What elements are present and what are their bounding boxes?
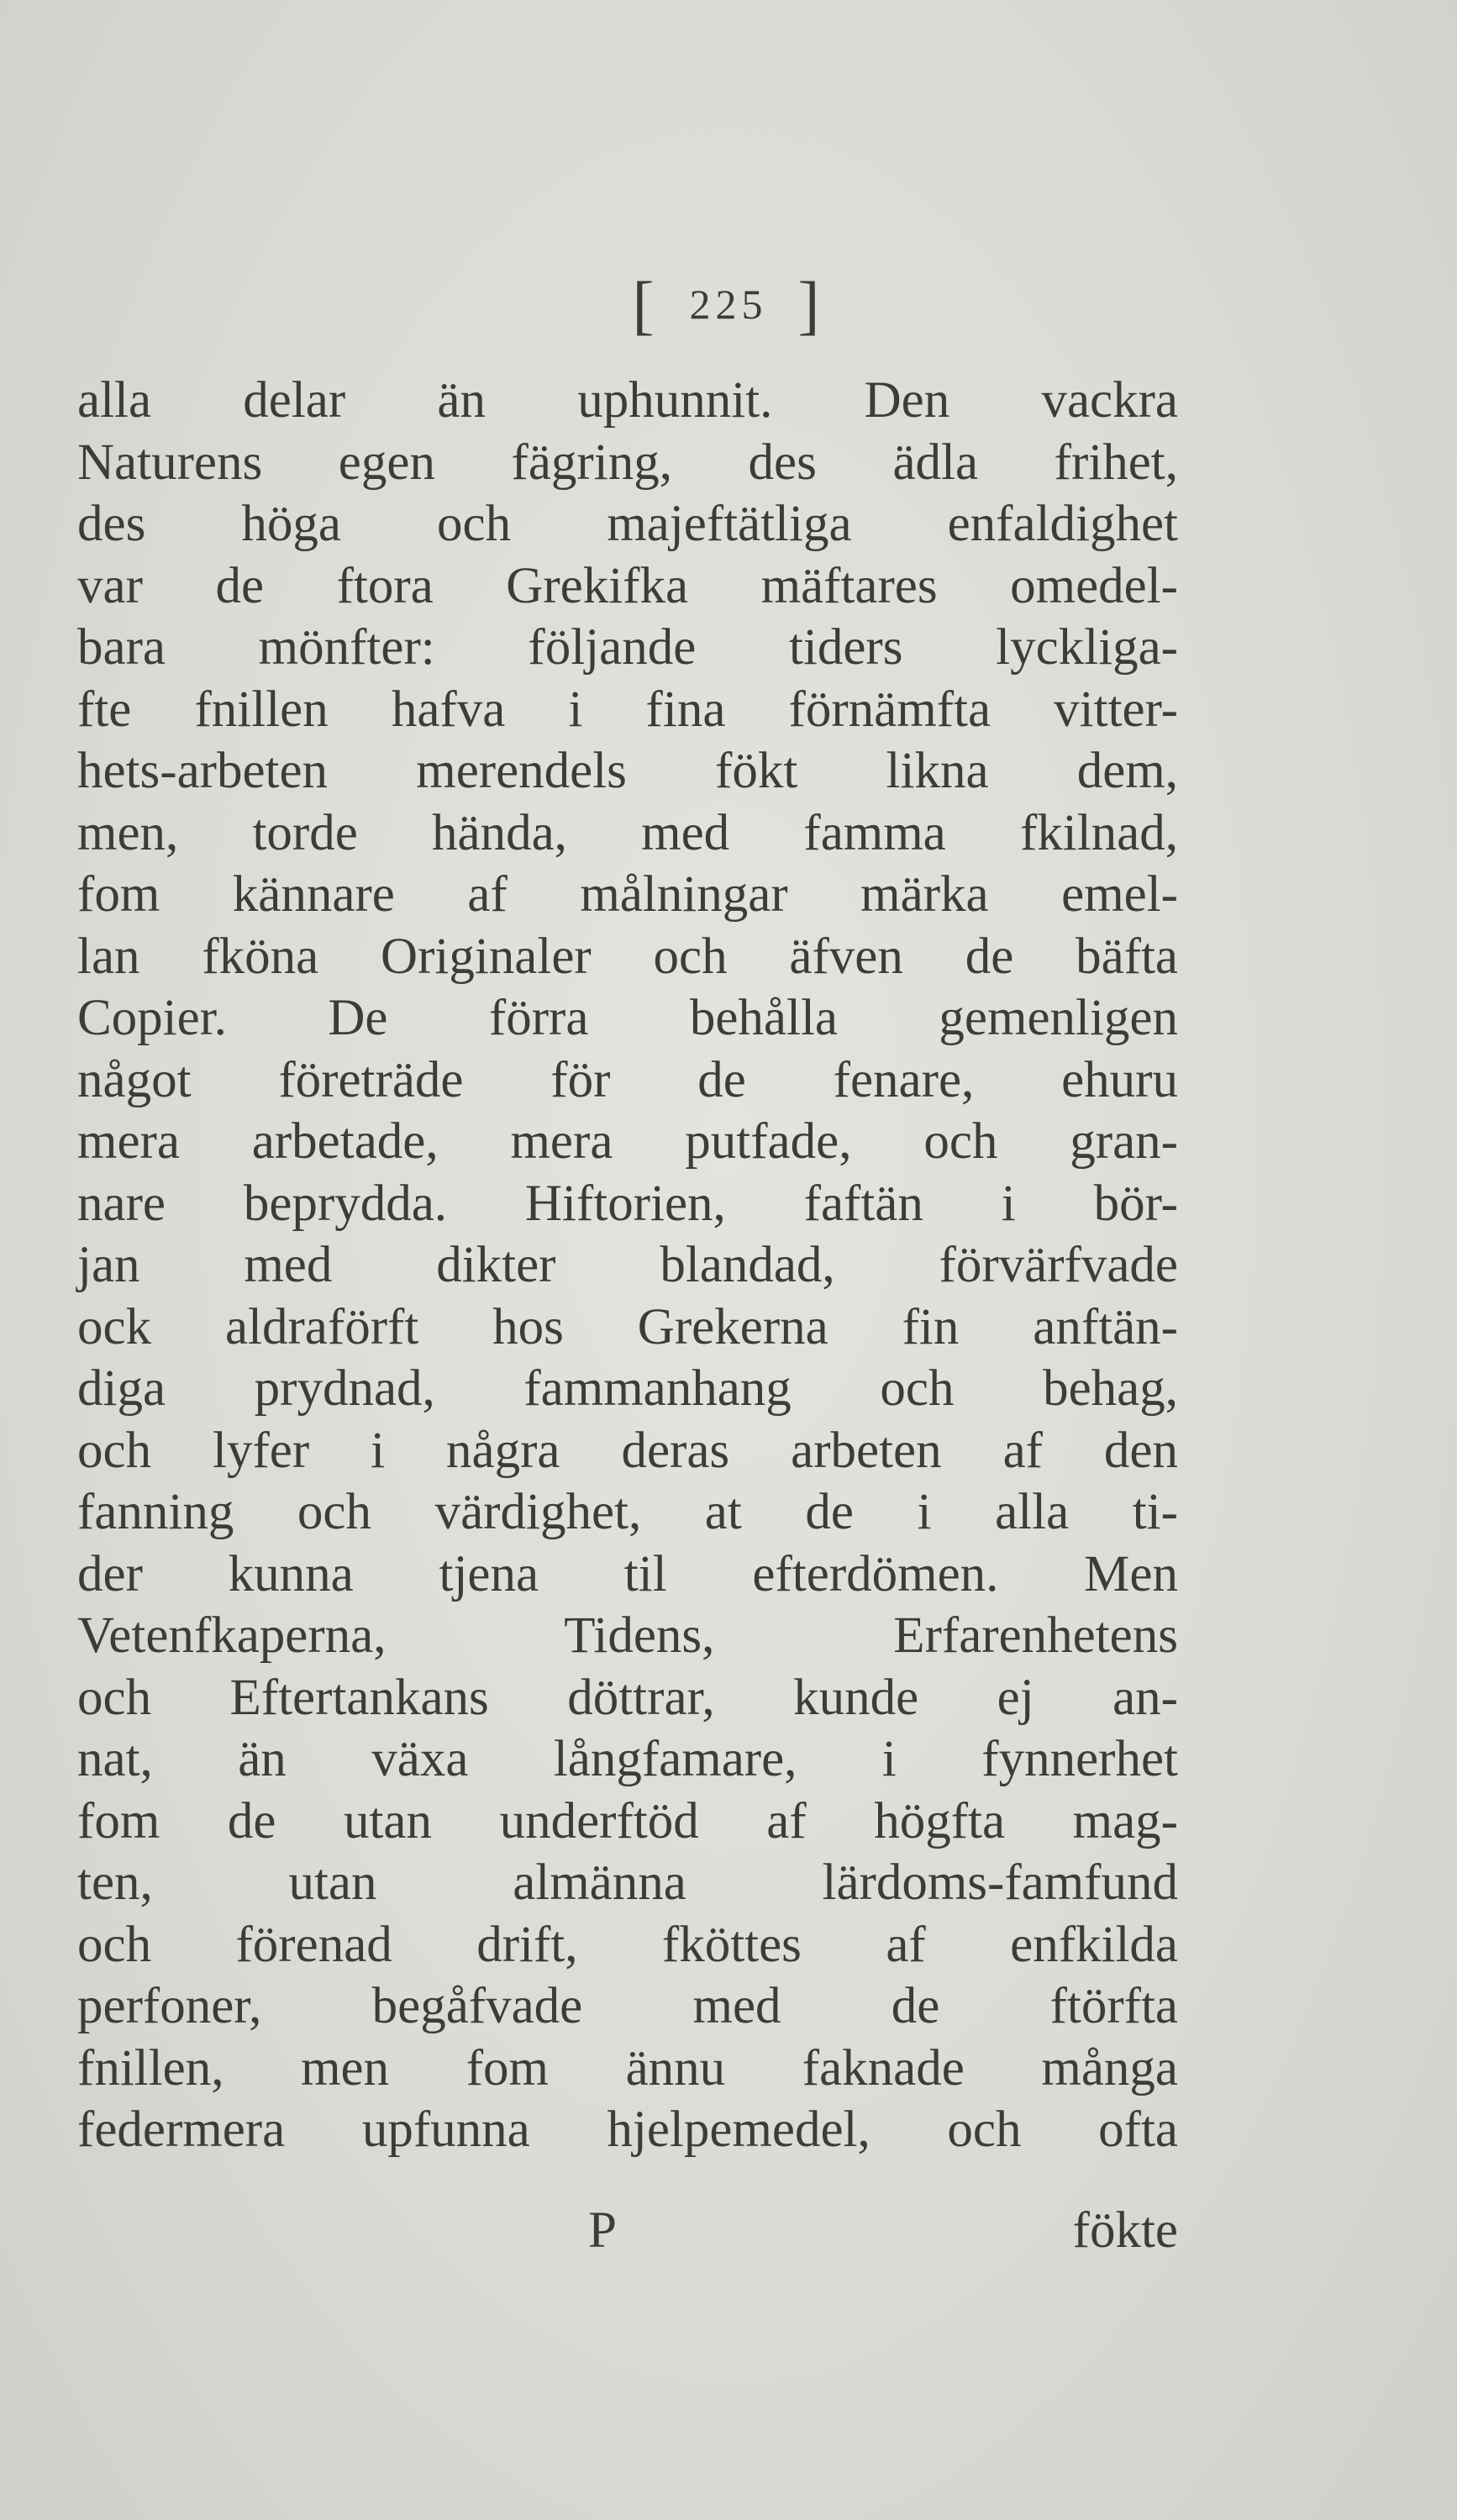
body-text [77, 370, 1178, 2161]
text-line: hets-arbeten merendels fökt likna dem, [77, 743, 1178, 799]
text-line: bara mönfter: följande tiders lyckliga- [77, 619, 1178, 676]
text-line: jan med dikter blandad, förvärfvade [77, 1237, 1178, 1293]
text-line: perfoner, begåfvade med de ftörfta [77, 1978, 1178, 2034]
text-line: alla delar än uphunnit. Den vackra [77, 372, 1178, 429]
catchword: fökte [1072, 2202, 1178, 2259]
text-line: fanning och värdighet, at de i alla ti- [77, 1484, 1178, 1540]
page-number: 225 [689, 281, 768, 328]
running-head [0, 267, 1457, 343]
text-line: Vetenfkaperna, Tidens, Erfarenhetens [77, 1607, 1178, 1664]
text-line: Naturens egen fägring, des ädla frihet, [77, 434, 1178, 491]
text-line: federmera upfunna hjelpemedel, och ofta [77, 2102, 1178, 2158]
text-line: lan fköna Originaler och äfven de bäfta [77, 928, 1178, 985]
text-line: och Eftertankans döttrar, kunde ej an- [77, 1669, 1178, 1726]
text-line: och lyfer i några deras arbeten af den [77, 1422, 1178, 1479]
text-line: fom de utan underftöd af högfta mag- [77, 1792, 1178, 1849]
page-footer [77, 2202, 1178, 2269]
text-line: der kunna tjena til efterdömen. Men [77, 1545, 1178, 1602]
bracket-open: [ [632, 268, 660, 341]
text-line: var de ftora Grekifka mäftares omedel- [77, 557, 1178, 614]
text-line: ock aldraförft hos Grekerna fin anftän- [77, 1298, 1178, 1355]
text-line: fom kännare af målningar märka emel- [77, 866, 1178, 923]
text-line: Copier. De förra behålla gemenligen [77, 990, 1178, 1046]
text-line: men, torde hända, med famma fkilnad, [77, 804, 1178, 861]
text-line: fnillen, men fom ännu faknade många [77, 2039, 1178, 2096]
bracket-close: ] [797, 268, 825, 341]
text-line: nat, än växa långfamare, i fynnerhet [77, 1731, 1178, 1787]
text-line: mera arbetade, mera putfade, och gran- [77, 1113, 1178, 1170]
text-line: något företräde för de fenare, ehuru [77, 1051, 1178, 1108]
signature-mark: P [588, 2202, 617, 2259]
text-line: des höga och majeftätliga enfaldighet [77, 496, 1178, 552]
text-line: diga prydnad, fammanhang och behag, [77, 1360, 1178, 1417]
text-line: nare beprydda. Hiftorien, faftän i bör- [77, 1175, 1178, 1232]
text-line: och förenad drift, fköttes af enfkilda [77, 1916, 1178, 1973]
text-line: ten, utan almänna lärdoms-famfund [77, 1854, 1178, 1911]
text-line: fte fnillen hafva i fina förnämfta vitter- [77, 681, 1178, 738]
